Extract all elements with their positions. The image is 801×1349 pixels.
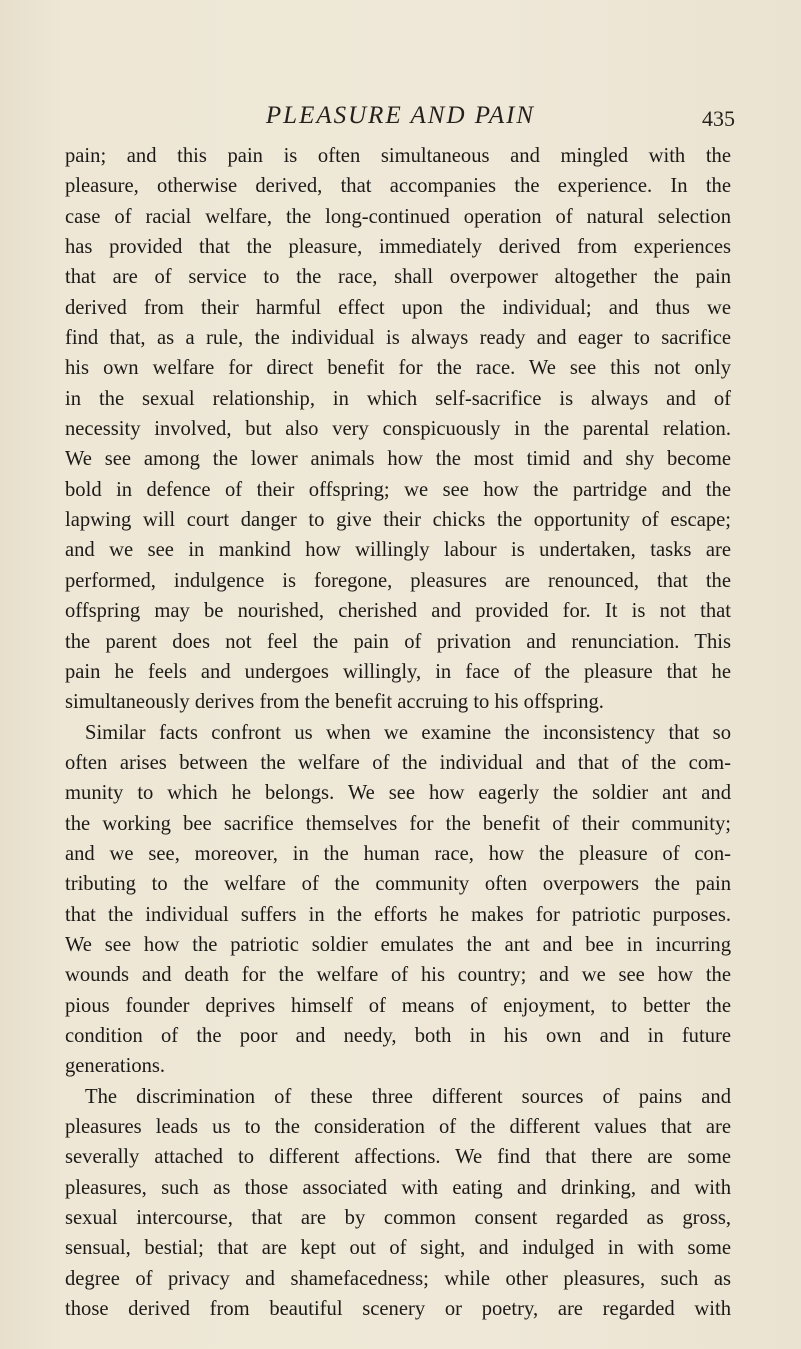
text-line: munity to which he belongs. We see how eagerly the soldier ant and [65, 782, 731, 805]
text-line: wounds and death for the welfare of his country; and we see how the [65, 964, 731, 987]
text-line: severally attached to different affections. We find that there are some [65, 1146, 731, 1169]
text-line: that the individual suffers in the efforts he makes for patriotic purposes. [65, 903, 731, 926]
text-line: condition of the poor and needy, both in his own and in future [65, 1024, 731, 1047]
text-line: We see among the lower animals how the most timid and shy become [65, 448, 731, 471]
text-line: simultaneously derives from the benefit accruing to his offspring. [65, 691, 604, 714]
text-line: those derived from beautiful scenery or poetry, are regarded with [65, 1298, 731, 1321]
text-line: pain; and this pain is often simultaneous and mingled with the [65, 145, 731, 167]
text-line: derived from their harmful effect upon the individual; and thus we [65, 296, 731, 319]
running-head-title: PLEASURE AND PAIN [265, 102, 536, 129]
paragraph [65, 141, 731, 718]
text-line: and we see in mankind how willingly labour is undertaken, tasks are [65, 539, 731, 562]
text-line: The discrimination of these three different sources of pains and [85, 1085, 731, 1108]
text-line: We see how the patriotic soldier emulates the ant and bee in incurring [65, 933, 731, 956]
text-line: case of racial welfare, the long-continued operation of natural selection [65, 205, 731, 228]
text-line: generations. [65, 1055, 166, 1078]
text-line: sexual intercourse, that are by common consent regarded as gross, [65, 1207, 731, 1230]
text-line: often arises between the welfare of the individual and that of the com- [65, 751, 731, 774]
text-line: in the sexual relationship, in which self-sacrifice is always and of [65, 387, 731, 410]
text-line: tributing to the welfare of the community often overpowers the pain [65, 873, 731, 896]
text-line: bold in defence of their offspring; we see how the partridge and the [65, 478, 731, 501]
text-line: the working bee sacrifice themselves for the benefit of their community; [65, 812, 731, 835]
text-line: and we see, moreover, in the human race, how the pleasure of con- [65, 842, 731, 865]
text-line: performed, indulgence is foregone, pleasures are renounced, that the [65, 569, 731, 592]
text-line: the parent does not feel the pain of privation and renunciation. This [65, 630, 731, 653]
text-line: that are of service to the race, shall overpower altogether the pain [65, 266, 731, 289]
text-line: degree of privacy and shamefacedness; while other pleasures, such as [65, 1267, 731, 1290]
text-line: offspring may be nourished, cherished and provided for. It is not that [65, 600, 731, 623]
text-line: necessity involved, but also very conspicuously in the parental relation. [65, 418, 731, 441]
text-line: pleasure, otherwise derived, that accompanies the experience. In the [65, 175, 731, 198]
paragraph [65, 1082, 731, 1325]
text-line: his own welfare for direct benefit for the race. We see this not only [65, 357, 731, 380]
text-line: pain he feels and undergoes willingly, in face of the pleasure that he [65, 660, 731, 683]
text-line: pious founder deprives himself of means of enjoyment, to better the [65, 994, 731, 1017]
text-line: sensual, bestial; that are kept out of sight, and indulged in with some [65, 1237, 731, 1260]
text-line: has provided that the pleasure, immediately derived from experiences [65, 236, 731, 259]
running-head [0, 96, 801, 136]
text-line: pleasures, such as those associated with eating and drinking, and with [65, 1176, 731, 1199]
text-line: pleasures leads us to the consideration of the different values that are [65, 1116, 731, 1138]
text-line: Similar facts confront us when we examine the inconsistency that so [85, 721, 731, 744]
page-number: 435 [702, 106, 735, 131]
paragraph [65, 718, 731, 1082]
text-line: find that, as a rule, the individual is always ready and eager to sacrifice [65, 327, 731, 350]
text-line: lapwing will court danger to give their chicks the opportunity of escape; [65, 509, 731, 532]
body-text [65, 141, 731, 1324]
